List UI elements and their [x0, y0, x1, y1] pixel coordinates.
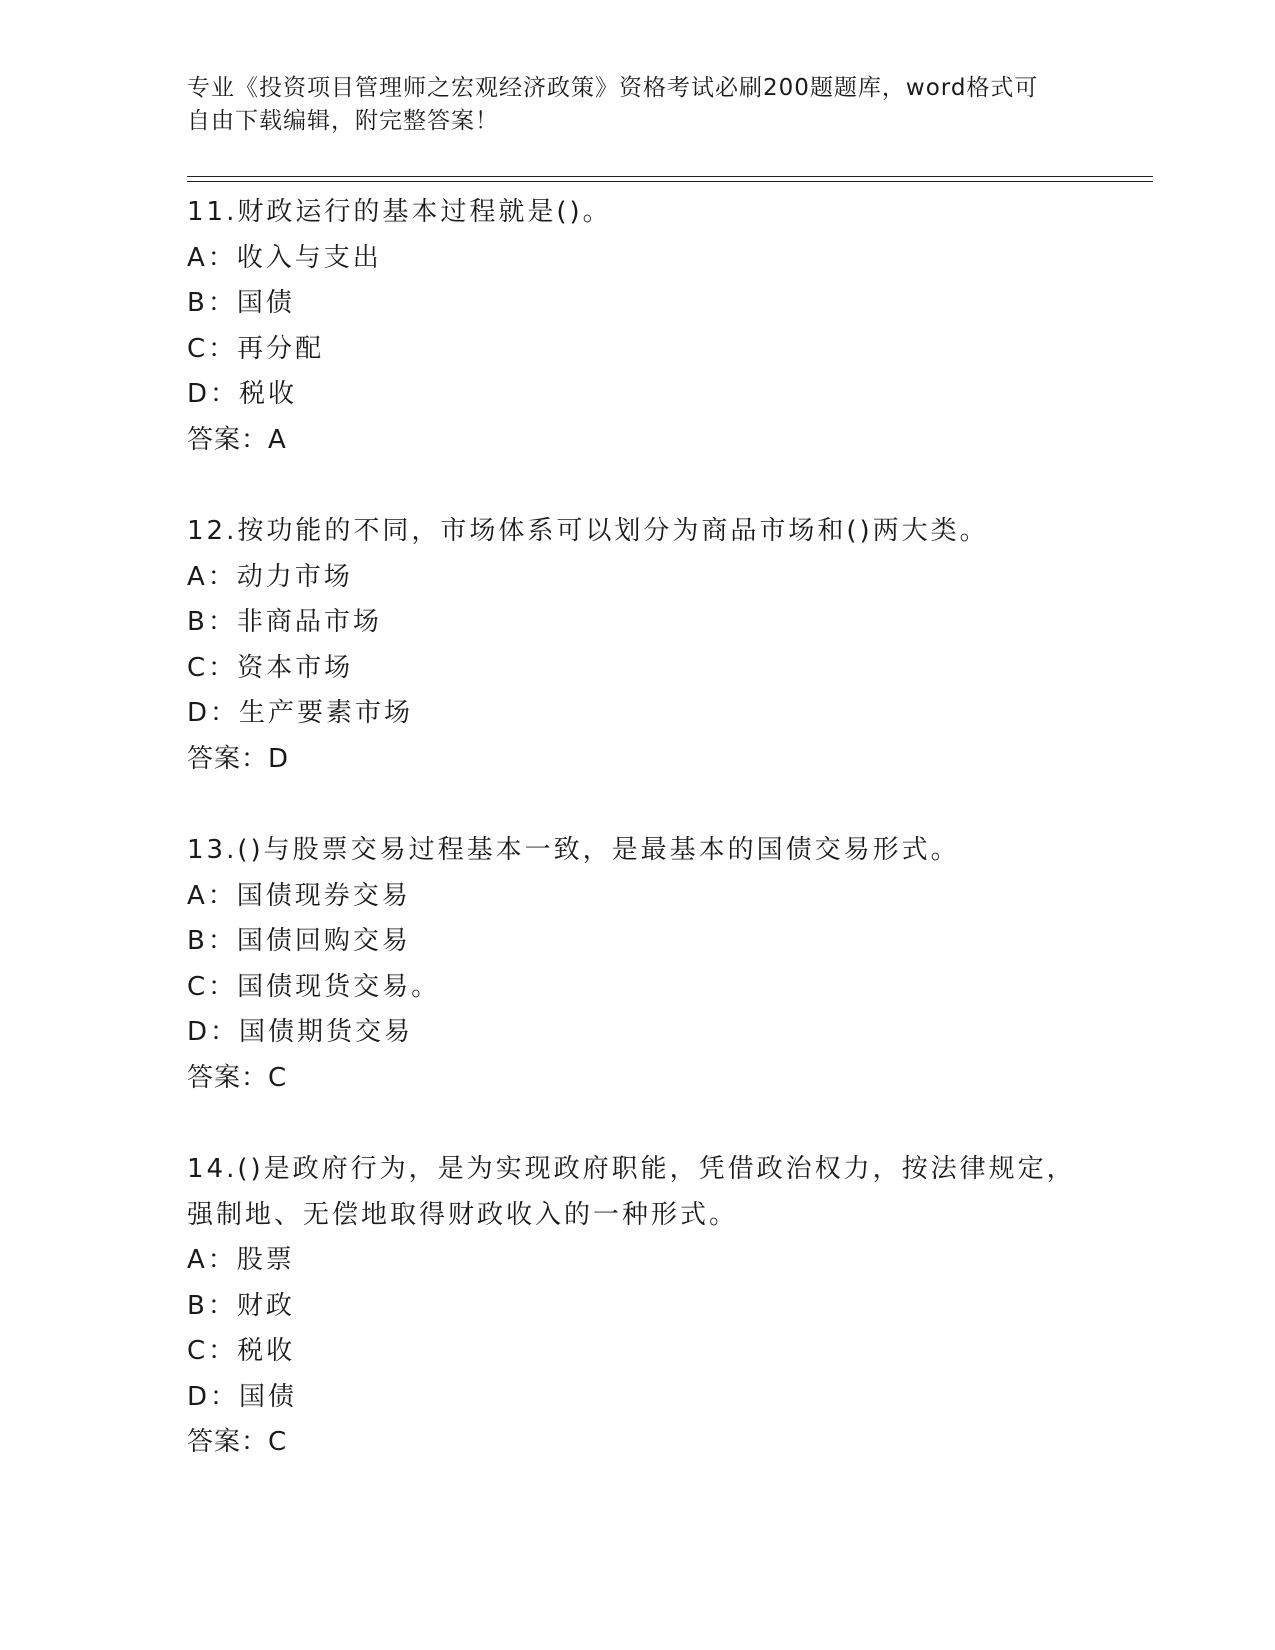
question-stem-line-2: 强制地、无偿地取得财政收入的一种形式。 [187, 1199, 739, 1230]
question-stem-line-1: 14.()是政府行为，是为实现政府职能，凭借政治权力，按法律规定， [187, 1154, 1076, 1184]
answer-line: 答案：C [187, 1062, 288, 1093]
option-d: D：税收 [187, 379, 298, 409]
option-d: D：国债期货交易 [187, 1017, 414, 1047]
option-d: D：国债 [187, 1381, 298, 1412]
question-14 [187, 1147, 1153, 1466]
question-stem: 11.财政运行的基本过程就是()。 [187, 197, 612, 227]
answer-line: 答案：A [187, 424, 287, 455]
question-12 [187, 509, 1153, 782]
option-b: B：国债回购交易 [187, 926, 411, 956]
option-a: A：股票 [187, 1245, 295, 1275]
option-d: D：生产要素市场 [187, 698, 414, 728]
question-stem: 12.按功能的不同，市场体系可以划分为商品市场和()两大类。 [187, 516, 989, 546]
answer-line: 答案：C [187, 1427, 288, 1457]
option-b: B：非商品市场 [187, 607, 382, 637]
answer-line: 答案：D [187, 743, 290, 774]
question-list [187, 190, 1153, 1512]
option-c: C：税收 [187, 1336, 296, 1366]
option-a: A：收入与支出 [187, 242, 382, 273]
document-header [187, 72, 1087, 138]
header-divider-top [187, 176, 1153, 177]
option-c: C：国债现货交易。 [187, 971, 441, 1002]
option-b: B：国债 [187, 288, 295, 318]
question-stem: 13.()与股票交易过程基本一致，是最基本的国债交易形式。 [187, 835, 960, 865]
option-a: A：动力市场 [187, 561, 353, 592]
option-c: C：再分配 [187, 333, 325, 364]
header-line-1: 专业《投资项目管理师之宏观经济政策》资格考试必刷200题题库，word格式可 [187, 75, 1039, 101]
header-divider-bottom [187, 181, 1153, 182]
question-13 [187, 828, 1153, 1101]
header-line-2: 自由下载编辑，附完整答案！ [187, 108, 499, 134]
option-b: B：财政 [187, 1290, 295, 1321]
option-a: A：国债现券交易 [187, 880, 411, 911]
question-11 [187, 190, 1153, 463]
option-c: C：资本市场 [187, 652, 354, 683]
